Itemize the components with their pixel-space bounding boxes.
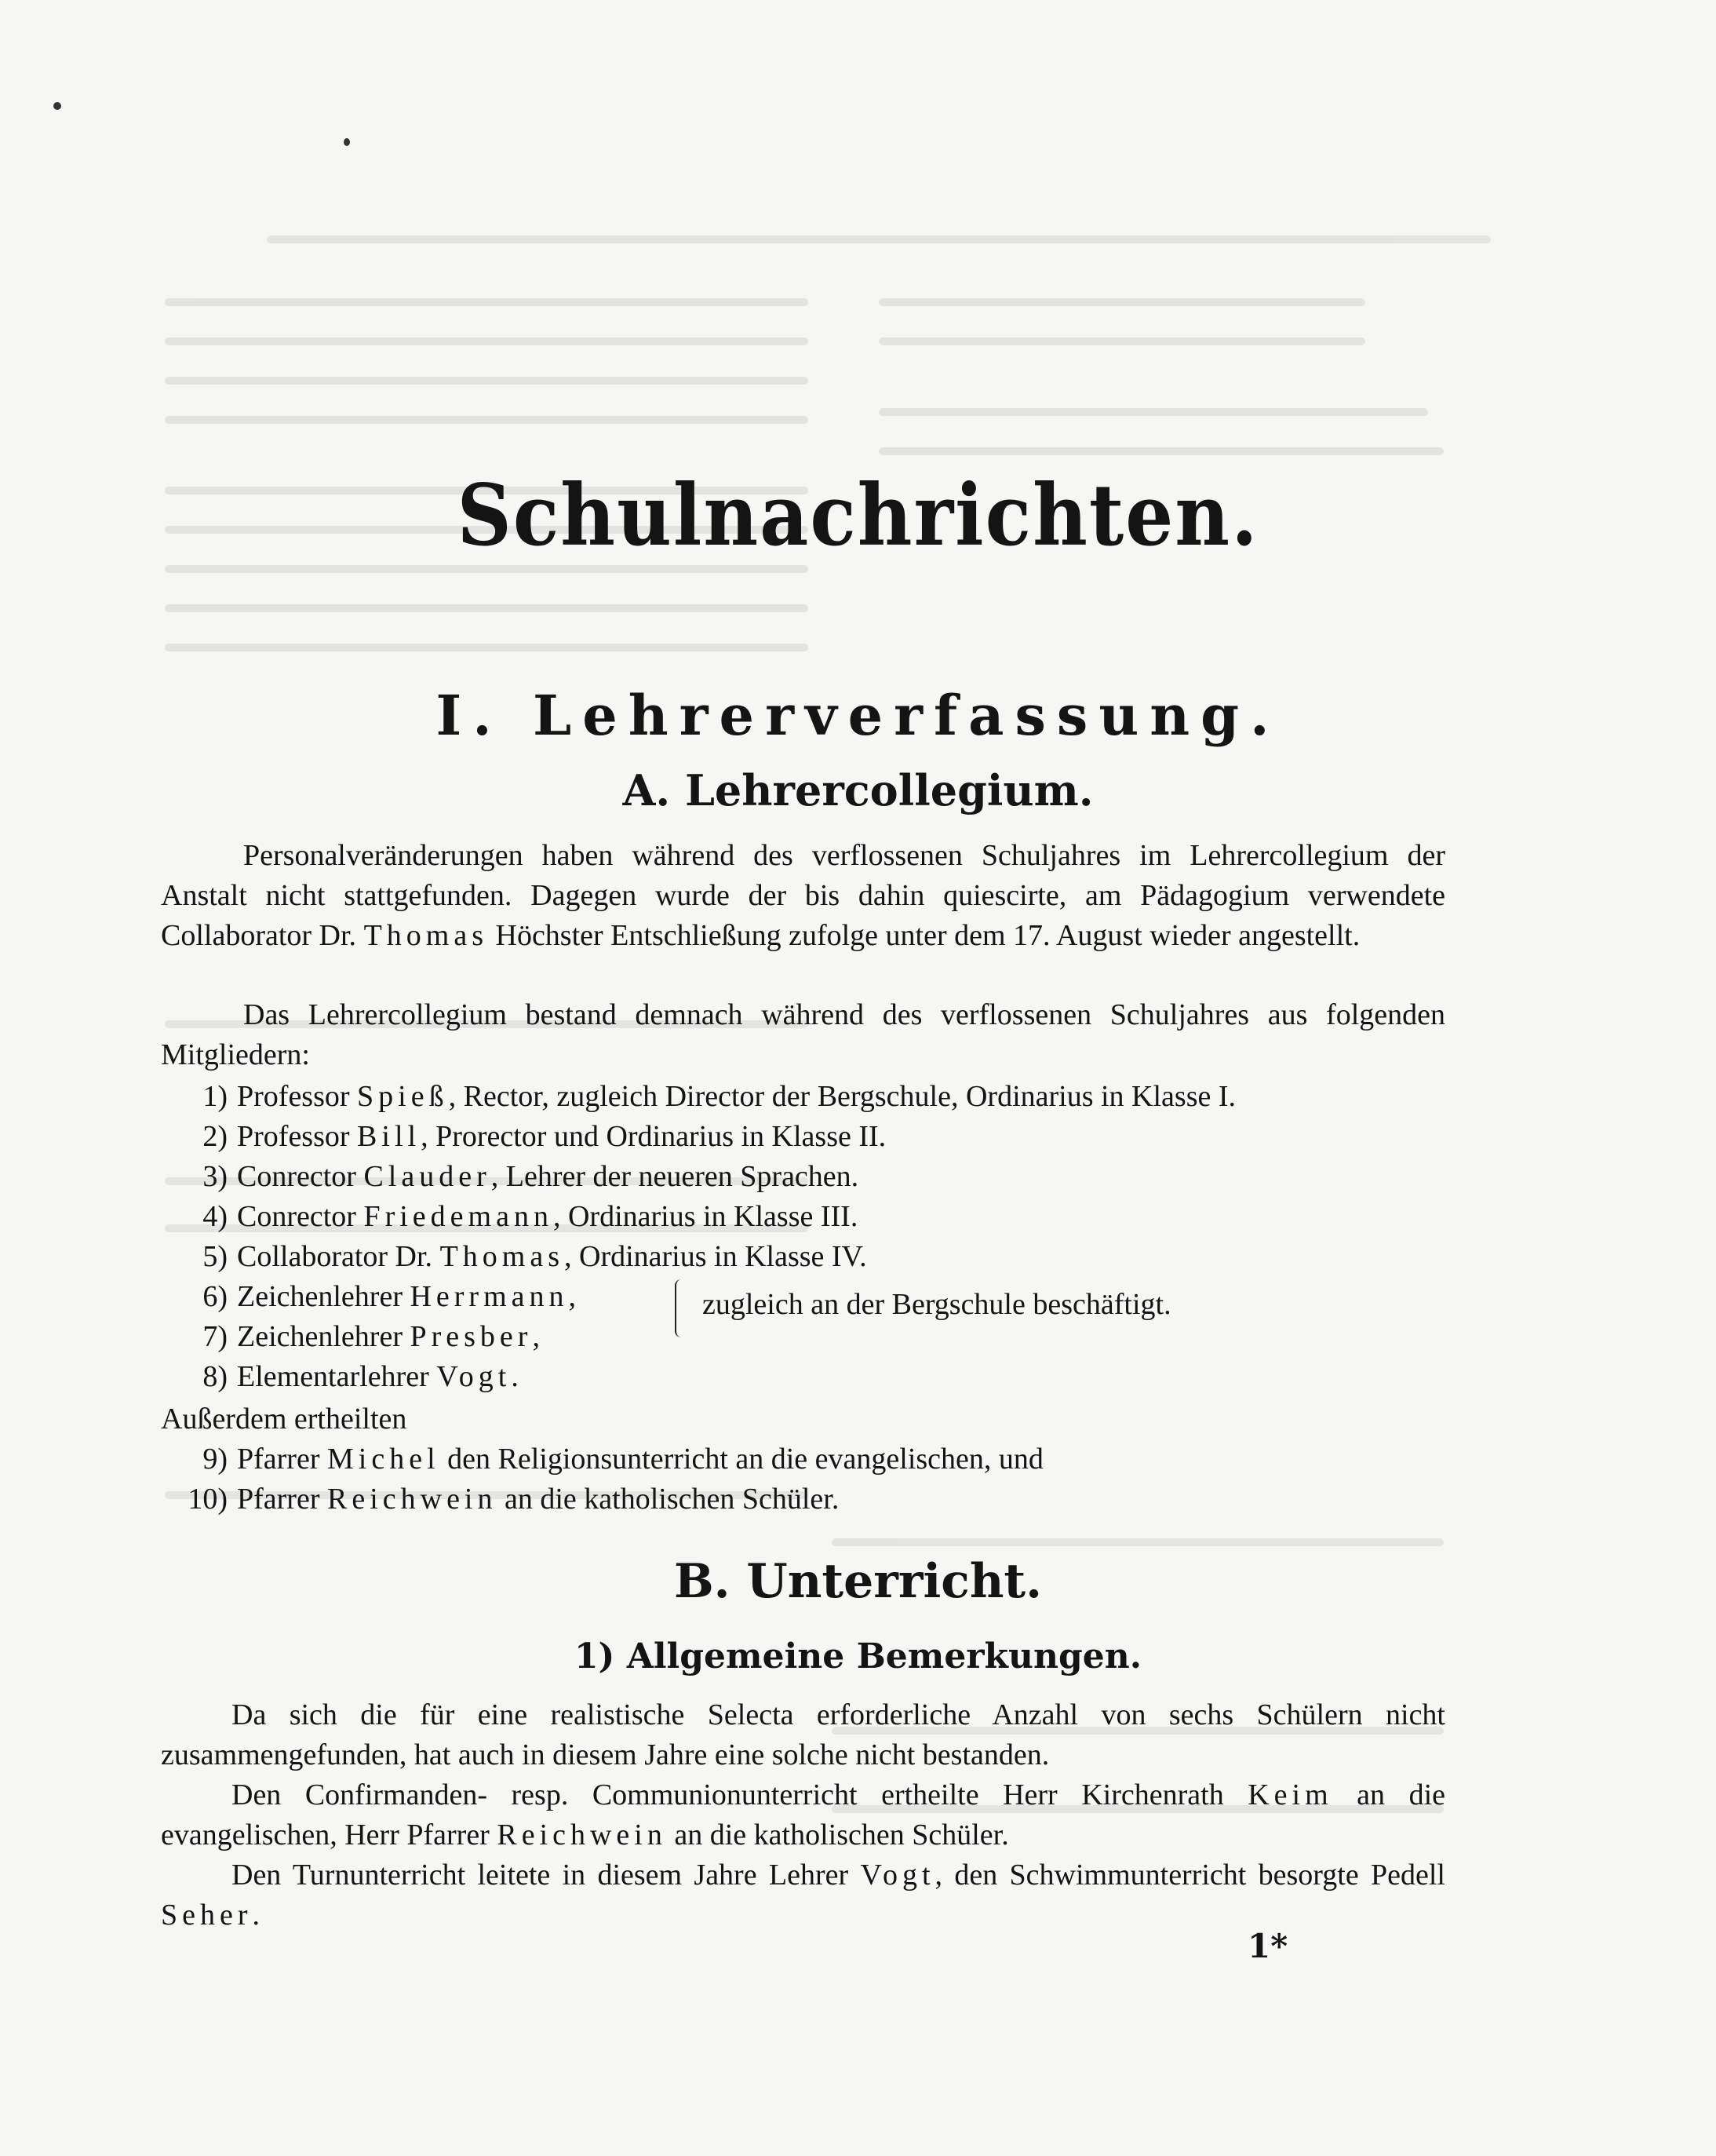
paragraph-text: an die evangelischen, Herr Pfarrer <box>161 1778 1445 1851</box>
list-item <box>169 1237 867 1277</box>
list-text: , Prorector und Ordinarius in Klasse II. <box>421 1120 887 1153</box>
section-heading: I. Lehrerverfassung. <box>435 683 1281 748</box>
list-text: an die katholischen Schüler. <box>497 1483 840 1516</box>
subsection-heading-a: A. Lehrercollegium. <box>622 765 1094 815</box>
list-text: , Ordinarius in Klasse IV. <box>564 1240 867 1273</box>
paragraph-confirmation <box>161 1775 1445 1855</box>
paragraph-text: Den Confirmanden- resp. Communionunterricht ertheilte Herr Kirchenrath <box>231 1778 1248 1811</box>
subsection-heading-b1: 1) Allgemeine Bemerkungen. <box>574 1636 1142 1676</box>
list-number: 10) <box>188 1483 228 1516</box>
list-text: Pfarrer <box>237 1443 327 1476</box>
list-text: Conrector <box>237 1200 364 1233</box>
list-text: Collaborator Dr. <box>237 1240 440 1273</box>
list-text: Elementarlehrer <box>237 1360 437 1393</box>
brace-note: zugleich an der Bergschule beschäftigt. <box>702 1288 1171 1321</box>
list-text: Zeichenlehrer <box>237 1320 410 1353</box>
list-text: Professor <box>237 1120 358 1153</box>
list-number: 1) <box>202 1080 228 1113</box>
spaced-name: Thomas <box>363 919 488 952</box>
additional-label: Außerdem ertheilten <box>161 1403 407 1436</box>
list-item <box>169 1439 1044 1479</box>
paragraph-text: , den Schwimmunterricht besorgte Pedell <box>935 1859 1445 1892</box>
list-text: , <box>568 1280 577 1313</box>
list-text: , Ordinarius in Klasse III. <box>552 1200 858 1233</box>
list-text: . <box>511 1360 519 1393</box>
spaced-name: Keim <box>1248 1778 1333 1811</box>
list-number: 7) <box>202 1320 228 1353</box>
paragraph-text: Den Turnunterricht leitete in diesem Jahre Lehrer <box>231 1859 861 1892</box>
spaced-name: Spieß <box>357 1080 449 1113</box>
list-text: Conrector <box>237 1160 364 1193</box>
spaced-name: Presber <box>410 1320 533 1353</box>
paragraph-text: Personalveränderungen haben während des verflossenen Schuljahres im Lehrercollegium der Anstalt nicht stattgefunden. Dagegen wurde der bis dahin quiescirte, am Pädagogium verwendete Collaborator Dr. <box>161 839 1445 952</box>
spaced-name: Thomas <box>439 1240 564 1273</box>
spaced-name: Vogt <box>860 1859 935 1892</box>
list-number: 2) <box>202 1120 228 1153</box>
list-number: 9) <box>202 1443 228 1476</box>
list-number: 4) <box>202 1200 228 1233</box>
list-text: , <box>532 1320 540 1353</box>
list-text: den Religionsunterricht an die evangelischen, und <box>439 1443 1044 1476</box>
subsection-heading-b: B. Unterricht. <box>673 1554 1043 1609</box>
paragraph-text: an die katholischen Schüler. <box>666 1819 1009 1851</box>
list-text: Zeichenlehrer <box>237 1280 410 1313</box>
spaced-name: Michel <box>326 1443 440 1476</box>
paragraph-selecta: Da sich die für eine realistische Selecta erforderliche Anzahl von sechs Schülern nicht zusammengefunden, hat auch in diesem Jahre eine solche nicht bestanden. <box>161 1698 1445 1771</box>
spaced-name: Vogt <box>436 1360 512 1393</box>
list-item <box>169 1077 1236 1117</box>
spaced-name: Clauder <box>363 1160 491 1193</box>
list-item <box>169 1479 839 1519</box>
list-number: 6) <box>202 1280 228 1313</box>
speck <box>53 102 61 110</box>
spaced-name: Reichwein <box>326 1483 497 1516</box>
list-item <box>169 1277 576 1317</box>
list-item <box>169 1197 858 1237</box>
spaced-name: Herrmann <box>410 1280 569 1313</box>
list-item <box>169 1157 858 1197</box>
list-number: 5) <box>202 1240 228 1273</box>
speck <box>344 138 350 146</box>
list-item <box>169 1317 540 1357</box>
paragraph-personnel <box>161 836 1445 956</box>
document-title: Schulnachrichten. <box>457 465 1259 565</box>
signature-mark: 1* <box>1248 1927 1288 1965</box>
list-item <box>169 1117 886 1157</box>
spaced-name: Bill <box>357 1120 421 1153</box>
paragraph-text: . <box>252 1899 260 1932</box>
paragraph-members-intro: Das Lehrercollegium bestand demnach während des verflossenen Schuljahres aus folgenden Mitgliedern: <box>161 998 1445 1071</box>
paragraph-text: Höchster Entschließung zufolge unter dem 17. August wieder angestellt. <box>488 919 1361 952</box>
list-item <box>169 1357 519 1397</box>
spaced-name: Friedemann <box>363 1200 553 1233</box>
list-text: Professor <box>237 1080 358 1113</box>
list-text: , Lehrer der neueren Sprachen. <box>490 1160 859 1193</box>
spaced-name: Seher <box>161 1899 253 1932</box>
brace <box>675 1279 687 1337</box>
list-text: , Rector, zugleich Director der Bergschule, Ordinarius in Klasse I. <box>448 1080 1237 1113</box>
spaced-name: Reichwein <box>497 1819 667 1851</box>
list-text: Pfarrer <box>237 1483 327 1516</box>
list-number: 8) <box>202 1360 228 1393</box>
paragraph-gymnastics <box>161 1855 1445 1935</box>
list-number: 3) <box>202 1160 228 1193</box>
